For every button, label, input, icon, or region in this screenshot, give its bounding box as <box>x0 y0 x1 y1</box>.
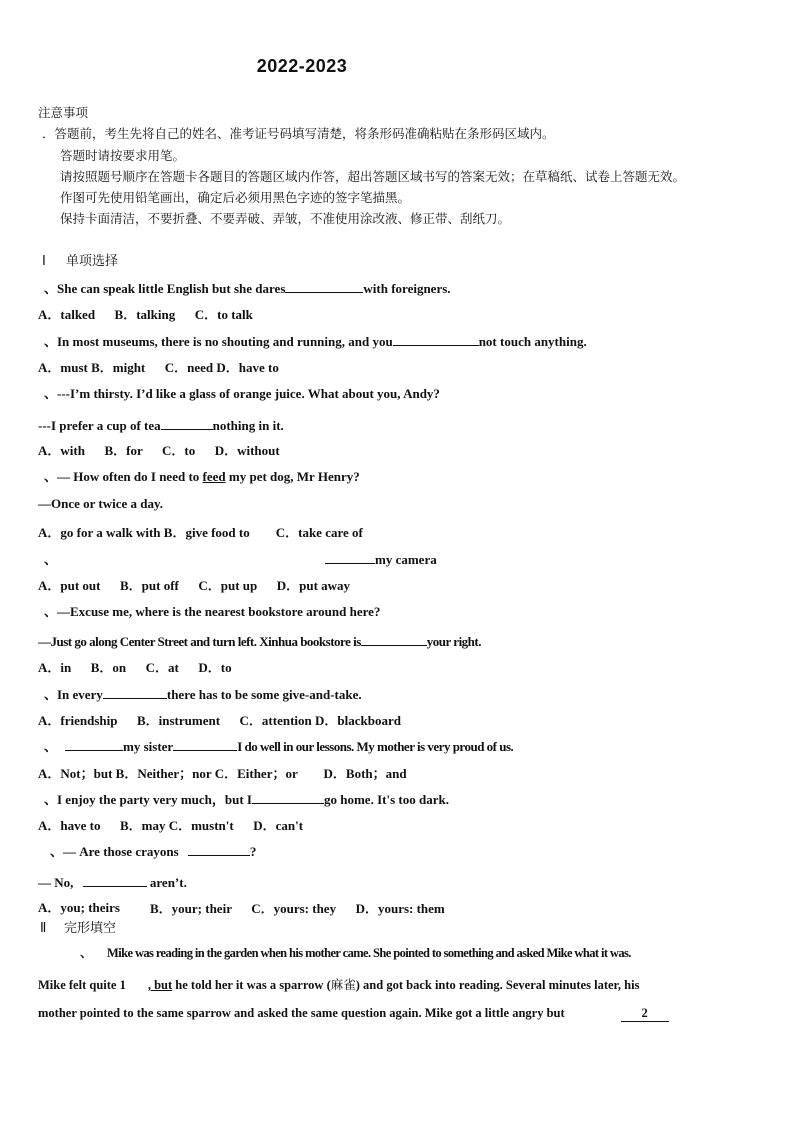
passage-line-2-c: he told her it was a sparrow ( <box>172 978 331 992</box>
section-2-number: Ⅱ <box>40 921 47 936</box>
q3-text-pre: ---I prefer a cup of tea <box>38 418 161 433</box>
q1-text-pre: 、She can speak little English but she dares <box>44 281 286 296</box>
q8-text-mid: my sister <box>123 739 174 754</box>
question-9 <box>44 789 449 808</box>
q3-text-post: nothing in it. <box>212 418 284 433</box>
q10-blank-2[interactable] <box>83 872 147 887</box>
q8-blank-1[interactable] <box>65 736 123 751</box>
passage-line-1: 、 Mike was reading in the garden when his mother came. She pointed to something and asked Mike what it was. <box>80 946 631 960</box>
q10-blank-1[interactable] <box>188 841 250 856</box>
section-2-label: 完形填空 <box>64 921 117 936</box>
q10-line2-pre: — No, <box>38 875 77 890</box>
q4-text-pre: 、— How often do I need to <box>44 469 203 484</box>
notice-item-5: 保持卡面清洁，不要折叠、不要弄破、弄皱，不准使用涂改液、修正带、刮纸刀。 <box>60 211 511 226</box>
notice-heading: 注意事项 <box>38 105 89 120</box>
question-4 <box>44 466 360 485</box>
q10-line2-post: aren’t. <box>146 875 187 890</box>
q7-text-post: there has to be some give-and-take. <box>166 687 362 702</box>
question-10 <box>50 841 256 860</box>
q6-text-post: your right. <box>426 634 481 649</box>
q3-blank[interactable] <box>161 415 213 430</box>
q8-options: A．Not；but B．Neither；nor C．Either；or D．Both；and <box>38 766 407 781</box>
q6-options: A．in B．on C．at D．to <box>38 660 232 675</box>
section-2-heading <box>40 917 116 936</box>
section-1-heading <box>42 250 118 269</box>
q2-options: A．must B．might C．need D．have to <box>38 360 279 375</box>
q8-text-post: I do well in our lessons. My mother is very proud of us. <box>237 739 514 754</box>
passage-blank-2[interactable]: 2 <box>621 1006 669 1022</box>
question-5-tail <box>325 549 437 568</box>
passage-line-2-d: ) and got back into reading. Several minutes later, his <box>355 978 640 992</box>
q5-options: A．put out B．put off C．put up D．put away <box>38 578 351 593</box>
exam-title: 2022-2023 <box>256 56 348 76</box>
question-3-line-1: 、---I’m thirsty. I’d like a glass of orange juice. What about you, Andy? <box>44 386 440 401</box>
question-1 <box>44 278 451 297</box>
q3-options: A．with B．for C．to D．without <box>38 443 280 458</box>
q2-text-post: not touch anything. <box>478 334 587 349</box>
q4-text-post: my pet dog, Mr Henry? <box>225 469 360 484</box>
question-5 <box>44 549 57 568</box>
q8-text-pre: 、 <box>44 739 58 754</box>
passage-line-2-a: Mike felt quite 1 <box>38 978 126 992</box>
q4-underlined-word: feed <box>202 469 226 484</box>
q7-options: A．friendship B．instrument C．attention D．blackboard <box>38 713 401 728</box>
q6-text-pre: —Just go along Center Street and turn left. Xinhua bookstore is <box>38 634 361 649</box>
q1-blank[interactable] <box>285 278 363 293</box>
question-3-line-2 <box>38 415 284 434</box>
q4-options: A．go for a walk with B．give food to C．take care of <box>38 525 363 540</box>
passage-line-3 <box>38 1006 669 1022</box>
section-1-number: Ⅰ <box>42 254 46 269</box>
passage-line-3-a: mother pointed to the same sparrow and asked the same question again. Mike got a little angry but <box>38 1006 565 1020</box>
q8-blank-2[interactable] <box>173 736 237 751</box>
q2-blank[interactable] <box>393 331 479 346</box>
q10-text-post: ? <box>249 844 257 859</box>
passage-blank-1[interactable]: , but <box>147 978 173 992</box>
q5-text-pre: 、 <box>44 552 58 567</box>
q5-text-post: my camera <box>375 552 437 567</box>
section-1-label: 单项选择 <box>66 254 119 269</box>
question-6-line-2 <box>38 631 481 650</box>
question-2 <box>44 331 587 350</box>
q10-option-a: A．you; theirs <box>38 900 120 915</box>
q10-options-bcd: B．your; their C．yours: they D．yours: them <box>150 901 445 916</box>
notice-item-2: 答题时请按要求用笔。 <box>60 148 186 163</box>
q7-text-pre: 、In every <box>44 687 103 702</box>
q9-text-post: go home. It's too dark. <box>324 792 449 807</box>
passage-line-2-cn: 麻雀 <box>330 977 356 992</box>
q7-blank[interactable] <box>103 684 167 699</box>
q1-text-post: with foreigners. <box>363 281 451 296</box>
question-8 <box>44 736 513 755</box>
q9-text-pre: 、I enjoy the party very much，but I <box>44 792 252 807</box>
passage-line-2 <box>38 975 639 993</box>
q9-blank[interactable] <box>252 789 324 804</box>
q1-options: A．talked B．talking C．to talk <box>38 307 253 322</box>
question-7 <box>44 684 362 703</box>
question-6-line-1: 、—Excuse me, where is the nearest bookstore around here? <box>44 604 381 619</box>
notice-item-4: 作图可先使用铅笔画出，确定后必须用黑色字迹的签字笔描黑。 <box>60 190 411 205</box>
q2-text-pre: 、In most museums, there is no shouting and running, and you <box>44 334 393 349</box>
q6-blank[interactable] <box>361 631 427 646</box>
q5-blank[interactable] <box>325 549 375 564</box>
question-10-line-2 <box>38 872 187 891</box>
q10-text-pre: 、— Are those crayons <box>50 844 182 859</box>
q9-options: A．have to B．may C．mustn't D．can't <box>38 818 304 833</box>
notice-item-1: ．答题前，考生先将自己的姓名、准考证号码填写清楚，将条形码准确粘贴在条形码区域内。 <box>42 126 555 141</box>
question-4-line-2: —Once or twice a day. <box>38 496 164 511</box>
notice-item-3: 请按照题号顺序在答题卡各题目的答题区域内作答，超出答题区域书写的答案无效；在草稿纸、试卷上答题无效。 <box>60 169 686 184</box>
